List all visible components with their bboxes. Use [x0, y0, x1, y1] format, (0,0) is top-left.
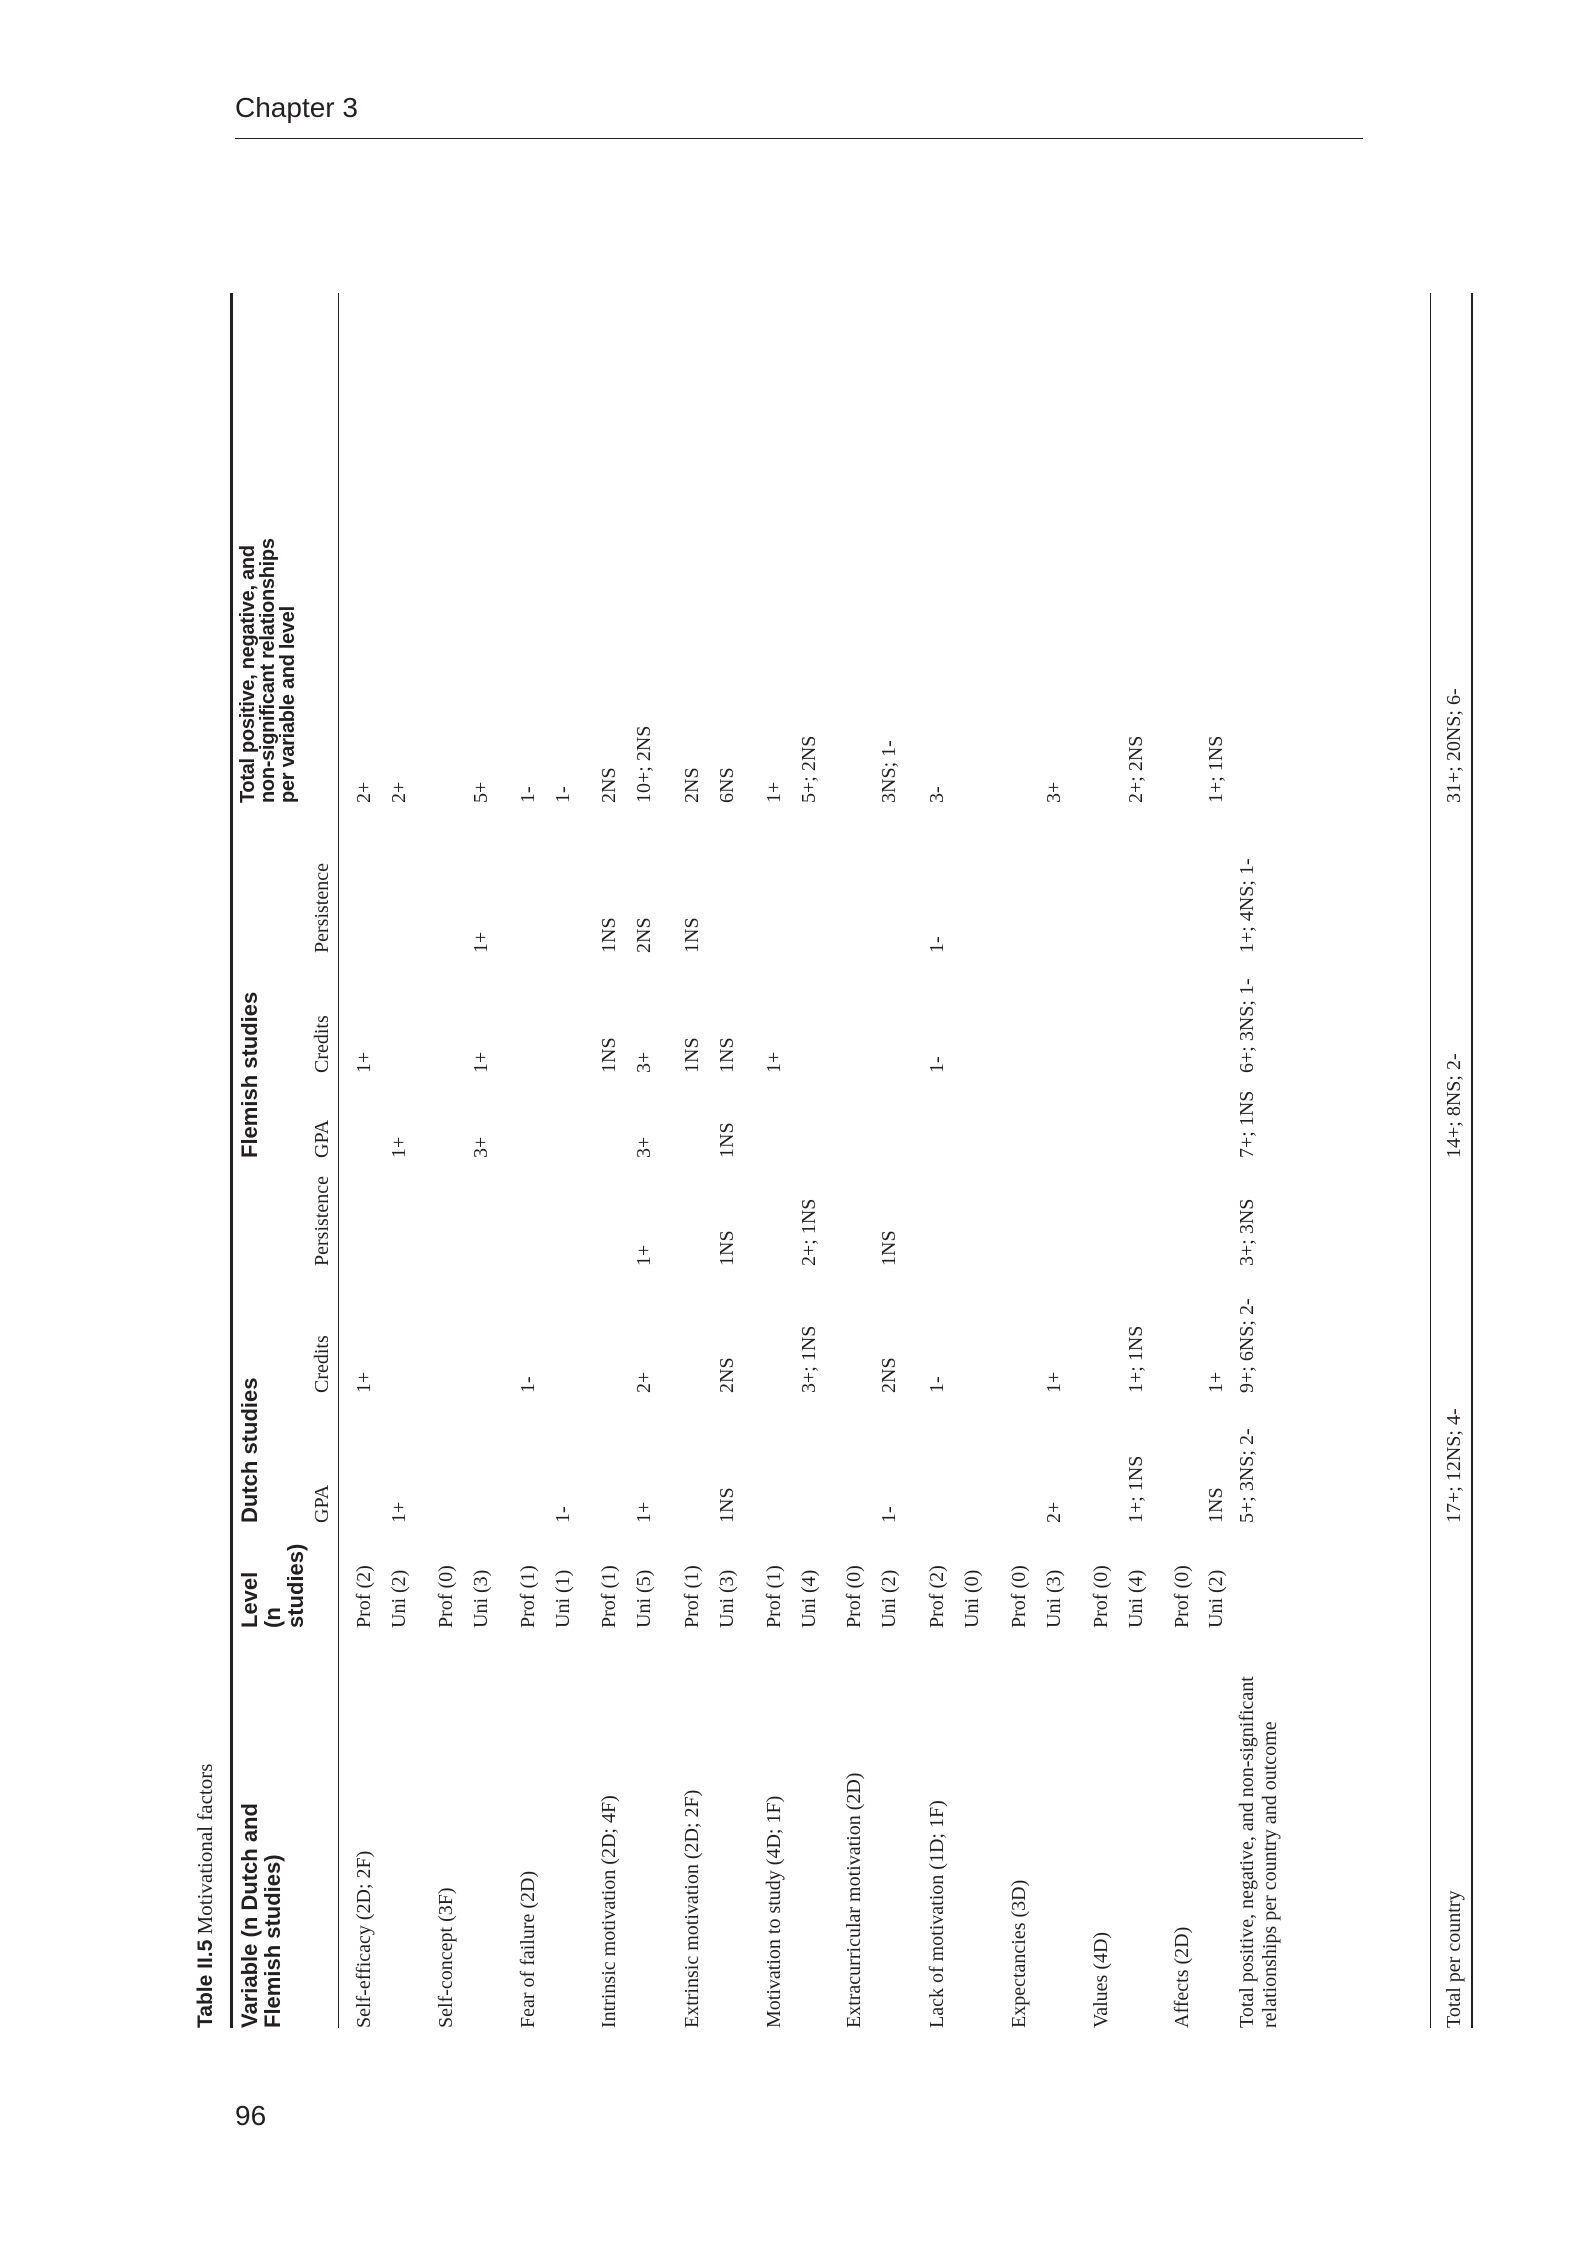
total-country-label: Total per country: [1443, 1890, 1465, 2028]
row-level: Prof (0): [843, 1565, 865, 1628]
cell-d-gpa: 1NS: [1205, 1487, 1227, 1523]
cell-d-persistence: 1NS: [716, 1230, 738, 1266]
cell-total: 2+: [353, 781, 375, 803]
row-variable: Extracurricular motivation (2D): [843, 1772, 865, 2028]
row-variable: Fear of failure (2D): [517, 1870, 539, 2028]
cell-f-credits: 1NS: [681, 1037, 703, 1073]
row-level: Uni (3): [470, 1569, 492, 1628]
cell-d-gpa: 1+: [388, 1501, 410, 1523]
row-level: Uni (4): [1125, 1569, 1147, 1628]
cell-d-credits: 2NS: [716, 1357, 738, 1393]
row-variable: Expectancies (3D): [1008, 1879, 1030, 2028]
cell-total: 3-: [926, 786, 948, 803]
row-variable: Values (4D): [1090, 1931, 1112, 2028]
cell-f-credits: 1+: [470, 1051, 492, 1073]
cell-total: 2+; 2NS: [1125, 735, 1147, 803]
total-outcome-d-gpa: 5+; 3NS; 2-: [1236, 1428, 1258, 1523]
cell-f-credits: 1-: [926, 1056, 948, 1073]
subheader-dutch-persistence: Persistence: [311, 1176, 333, 1266]
table-caption: [193, 1764, 218, 2028]
cell-total: 6NS: [716, 767, 738, 803]
header-variable: Variable (n Dutch and Flemish studies): [237, 1803, 285, 2028]
cell-d-gpa: 1-: [552, 1506, 574, 1523]
row-level: Uni (3): [716, 1569, 738, 1628]
cell-total: 1-: [517, 786, 539, 803]
cell-d-credits: 2+: [633, 1371, 655, 1393]
row-level: Uni (5): [633, 1569, 655, 1628]
row-level: Prof (2): [926, 1565, 948, 1628]
cell-f-gpa: 3+: [633, 1136, 655, 1158]
row-level: Uni (2): [1205, 1569, 1227, 1628]
cell-total: 1+; 1NS: [1205, 735, 1227, 803]
row-level: Uni (2): [388, 1569, 410, 1628]
cell-d-gpa: 1NS: [716, 1487, 738, 1523]
cell-total: 5+: [470, 781, 492, 803]
total-outcome-f-persistence: 1+; 4NS; 1-: [1236, 858, 1258, 953]
subheader-dutch-gpa: GPA: [311, 1484, 333, 1523]
total-country-flemish: 14+; 8NS; 2-: [1443, 1053, 1465, 1158]
cell-d-persistence: 1+: [633, 1244, 655, 1266]
row-level: Prof (0): [1090, 1565, 1112, 1628]
total-outcome-label: Total positive, negative, and non-significant relationships per country and outcome: [1236, 1676, 1281, 2028]
cell-f-gpa: 1+: [388, 1136, 410, 1158]
cell-d-gpa: 1-: [878, 1506, 900, 1523]
cell-total: 2NS: [681, 767, 703, 803]
row-variable: Extrinsic motivation (2D; 2F): [681, 1789, 703, 2028]
row-level: Uni (1): [552, 1569, 574, 1628]
total-country-dutch: 17+; 12NS; 4-: [1443, 1408, 1465, 1523]
header-level: Level (n studies): [237, 1543, 308, 1628]
header-dutch: Dutch studies: [237, 1377, 262, 1523]
row-variable: Intrinsic motivation (2D; 4F): [598, 1795, 620, 2028]
cell-total: 3+: [1043, 781, 1065, 803]
cell-total: 5+; 2NS: [798, 735, 820, 803]
subheader-flemish-gpa: GPA: [311, 1119, 333, 1158]
row-level: Uni (4): [798, 1569, 820, 1628]
total-outcome-f-gpa: 7+; 1NS: [1236, 1090, 1258, 1158]
row-level: Prof (1): [517, 1565, 539, 1628]
cell-total: 1+: [763, 781, 785, 803]
page-number: 96: [235, 2100, 267, 2131]
cell-f-persistence: 1+: [470, 931, 492, 953]
row-level: Prof (0): [435, 1565, 457, 1628]
table-bottom-rule: [1471, 293, 1473, 2028]
subheader-flemish-credits: Credits: [311, 1015, 333, 1073]
cell-d-credits: 2NS: [878, 1357, 900, 1393]
row-level: Prof (1): [763, 1565, 785, 1628]
cell-d-credits: 3+; 1NS: [798, 1325, 820, 1393]
cell-f-credits: 1+: [353, 1051, 375, 1073]
header-total: Total positive, negative, and non-significant relationships per variable and level: [237, 538, 299, 803]
cell-f-persistence: 1-: [926, 936, 948, 953]
cell-total: 3NS; 1-: [878, 740, 900, 803]
total-outcome-d-persistence: 3+; 3NS: [1236, 1198, 1258, 1266]
caption-text: Motivational factors: [193, 1763, 217, 1935]
cell-total: 1-: [552, 786, 574, 803]
total-outcome-f-credits: 6+; 3NS; 1-: [1236, 978, 1258, 1073]
rotated-table: [193, 293, 1473, 2028]
cell-d-gpa: 2+: [1043, 1501, 1065, 1523]
row-variable: Self-concept (3F): [435, 1887, 457, 2028]
cell-d-persistence: 1NS: [878, 1230, 900, 1266]
cell-f-credits: 3+: [633, 1051, 655, 1073]
row-level: Prof (0): [1008, 1565, 1030, 1628]
cell-f-credits: 1+: [763, 1051, 785, 1073]
subheader-dutch-credits: Credits: [311, 1335, 333, 1393]
row-level: Uni (3): [1043, 1569, 1065, 1628]
row-variable: Motivation to study (4D; 1F): [763, 1795, 785, 2028]
totals-rule: [1430, 293, 1431, 2028]
header-rule: [235, 138, 1363, 139]
row-level: Prof (0): [1171, 1565, 1193, 1628]
cell-d-gpa: 1+; 1NS: [1125, 1455, 1147, 1523]
row-level: Prof (1): [681, 1565, 703, 1628]
cell-d-credits: 1+; 1NS: [1125, 1325, 1147, 1393]
cell-d-credits: 1-: [926, 1376, 948, 1393]
cell-f-gpa: 1NS: [716, 1122, 738, 1158]
row-variable: Self-efficacy (2D; 2F): [353, 1850, 375, 2028]
cell-total: 10+; 2NS: [633, 725, 655, 803]
running-head: Chapter 3: [235, 92, 358, 123]
cell-f-credits: 1NS: [598, 1037, 620, 1073]
cell-f-gpa: 3+: [470, 1136, 492, 1158]
row-level: Uni (2): [878, 1569, 900, 1628]
cell-total: 2NS: [598, 767, 620, 803]
subheader-flemish-persistence: Persistence: [311, 863, 333, 953]
row-level: Prof (1): [598, 1565, 620, 1628]
cell-f-persistence: 1NS: [681, 917, 703, 953]
header-bottom-rule: [338, 293, 339, 2028]
cell-d-gpa: 1+: [633, 1501, 655, 1523]
cell-d-credits: 1+: [1205, 1371, 1227, 1393]
caption-label: Table II.5: [194, 1939, 217, 2028]
cell-f-persistence: 1NS: [598, 917, 620, 953]
cell-total: 2+: [388, 781, 410, 803]
cell-f-persistence: 2NS: [633, 917, 655, 953]
cell-d-persistence: 2+; 1NS: [798, 1198, 820, 1266]
table-top-rule: [230, 293, 233, 2028]
cell-d-credits: 1+: [353, 1371, 375, 1393]
row-level: Uni (0): [961, 1569, 983, 1628]
cell-f-credits: 1NS: [716, 1037, 738, 1073]
total-outcome-d-credits: 9+; 6NS; 2-: [1236, 1298, 1258, 1393]
total-country-overall: 31+; 20NS; 6-: [1443, 688, 1465, 803]
row-variable: Lack of motivation (1D; 1F): [926, 1800, 948, 2028]
row-variable: Affects (2D): [1171, 1926, 1193, 2028]
cell-d-credits: 1-: [517, 1376, 539, 1393]
row-level: Prof (2): [353, 1565, 375, 1628]
header-flemish: Flemish studies: [237, 991, 262, 1158]
cell-d-credits: 1+: [1043, 1371, 1065, 1393]
